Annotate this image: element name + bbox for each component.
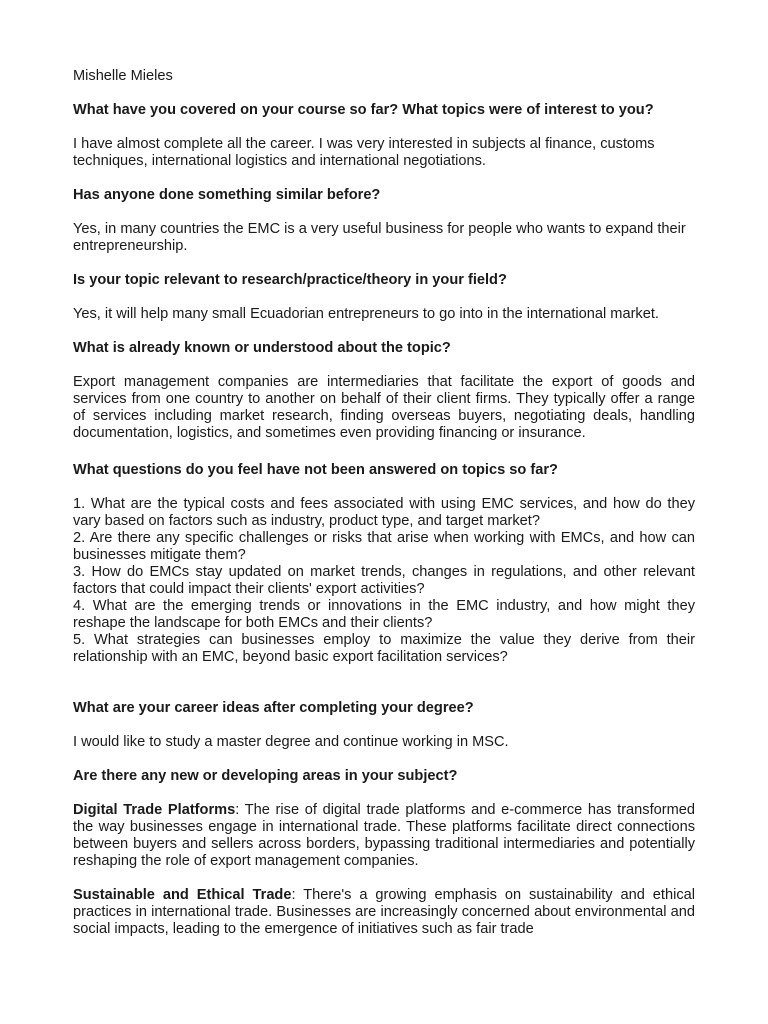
area-text: : There's a growing emphasis on sustainability and ethical practices in international trade. Businesses are increasingly concerned about environmental and social impacts, leading to the emergence of initiatives such as fair trade [73, 887, 695, 937]
answer-6: I would like to study a master degree and continue working in MSC. [73, 734, 509, 750]
question-5: What questions do you feel have not been answered on topics so far? [73, 462, 558, 478]
list-item: 3. How do EMCs stay updated on market trends, changes in regulations, and other relevant factors that could impact their clients' export activities? [73, 564, 695, 597]
answer-3: Yes, it will help many small Ecuadorian entrepreneurs to go into in the international market. [73, 306, 659, 322]
question-2: Has anyone done something similar before? [73, 187, 381, 203]
author-name: Mishelle Mieles [73, 68, 173, 84]
area-sustainable-trade [73, 887, 695, 938]
area-text: : The rise of digital trade platforms and e-commerce has transformed the way businesses engage in international trade. These platforms facilitate direct connections between buyers and sellers across borders, bypassing traditional intermediaries and potentially reshaping the role of export management companies. [73, 802, 696, 869]
question-4: What is already known or understood about the topic? [73, 340, 451, 356]
list-item: 4. What are the emerging trends or innovations in the EMC industry, and how might they reshape the landscape for both EMCs and their clients? [73, 598, 695, 631]
list-item: 2. Are there any specific challenges or risks that arise when working with EMCs, and how can businesses mitigate them? [73, 530, 695, 563]
list-item: 1. What are the typical costs and fees associated with using EMC services, and how do they vary based on factors such as industry, product type, and target market? [73, 496, 695, 529]
question-3: Is your topic relevant to research/practice/theory in your field? [73, 272, 507, 288]
area-term: Sustainable and Ethical Trade [73, 887, 292, 903]
question-1: What have you covered on your course so far? What topics were of interest to you? [73, 102, 654, 118]
answer-1: I have almost complete all the career. I was very interested in subjects al finance, customs techniques, international logistics and international negotiations. [73, 136, 655, 169]
area-term: Digital Trade Platforms [73, 802, 236, 818]
unanswered-questions-list [73, 496, 695, 666]
answer-4: Export management companies are intermediaries that facilitate the export of goods and services from one country to another on behalf of their client firms. They typically offer a range of services including market research, finding overseas buyers, negotiating deals, handling documentation, logistics, and sometimes even providing financing or insurance. [73, 374, 695, 441]
list-item: 5. What strategies can businesses employ to maximize the value they derive from their relationship with an EMC, beyond basic export facilitation services? [73, 632, 695, 665]
question-6: What are your career ideas after completing your degree? [73, 700, 474, 716]
area-digital-trade [73, 802, 695, 870]
question-7: Are there any new or developing areas in your subject? [73, 768, 458, 784]
answer-2: Yes, in many countries the EMC is a very useful business for people who wants to expand their entrepreneurship. [73, 221, 686, 254]
